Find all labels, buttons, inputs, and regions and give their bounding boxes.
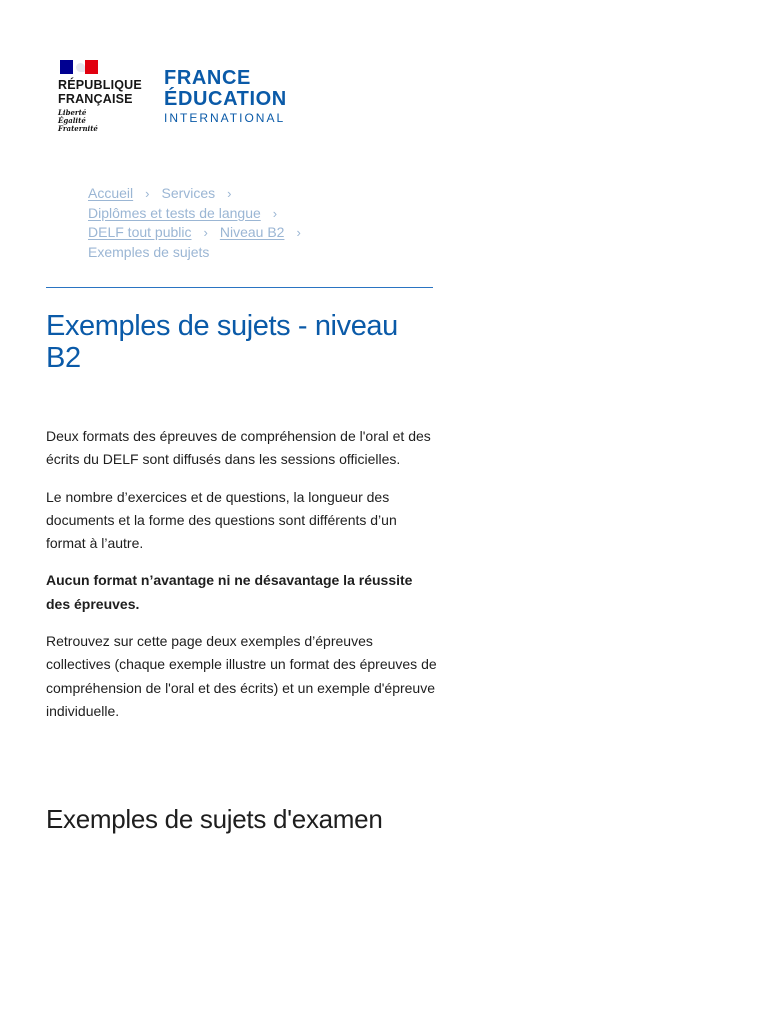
- motto-egalite: Égalité: [58, 116, 86, 125]
- chevron-right-icon: ›: [145, 186, 150, 201]
- breadcrumb-link-accueil[interactable]: Accueil: [88, 185, 134, 201]
- motto-fraternite: Fraternité: [58, 124, 98, 133]
- intro-text: [46, 425, 438, 737]
- intro-paragraph-4: Retrouvez sur cette page deux exemples d’épreuves collectives (chaque exemple illustre un format des épreuves de compréhension de l'oral et des écrits) et un exemple d'épreuve individuelle.: [46, 633, 437, 719]
- france-education-international-logo[interactable]: [164, 68, 287, 126]
- site-header: [58, 60, 287, 140]
- french-flag-icon: [60, 60, 98, 74]
- republique-motto: [58, 109, 158, 133]
- fei-logo-line1: FRANCE: [164, 67, 251, 89]
- chevron-right-icon: ›: [272, 205, 278, 221]
- chevron-right-icon: ›: [296, 225, 301, 241]
- breadcrumb-divider: [46, 287, 433, 288]
- breadcrumb-link-niveau-b2[interactable]: Niveau B2: [219, 224, 285, 241]
- breadcrumb: [88, 184, 388, 262]
- chevron-right-icon: ›: [203, 225, 208, 241]
- section-title-exemples: Exemples de sujets d'examen: [46, 804, 383, 834]
- breadcrumb-link-diplomes[interactable]: Diplômes et tests de langue: [88, 204, 261, 221]
- intro-paragraph-1: Deux formats des épreuves de compréhension de l'oral et des écrits du DELF sont diffusés dans les sessions officielles.: [46, 428, 431, 468]
- motto-liberte: Liberté: [58, 108, 87, 117]
- republique-francaise-logo[interactable]: [58, 60, 158, 133]
- page-title: Exemples de sujets - niveau B2: [46, 310, 398, 374]
- republique-name-line1: RÉPUBLIQUE: [58, 78, 142, 92]
- breadcrumb-link-delf[interactable]: DELF tout public: [88, 224, 192, 241]
- republique-name-line2: FRANÇAISE: [58, 92, 133, 106]
- intro-paragraph-bold: Aucun format n’avantage ni ne désavantage la réussite des épreuves.: [46, 572, 413, 612]
- intro-paragraph-2: Le nombre d’exercices et de questions, la longueur des documents et la forme des questions sont différents d’un format à l’autre.: [46, 488, 397, 552]
- chevron-right-icon: ›: [227, 186, 232, 201]
- fei-logo-line2: ÉDUCATION: [164, 88, 287, 110]
- breadcrumb-link-services[interactable]: Services: [161, 185, 216, 201]
- fei-logo-line3: INTERNATIONAL: [164, 111, 286, 125]
- breadcrumb-current: Exemples de sujets: [88, 243, 210, 260]
